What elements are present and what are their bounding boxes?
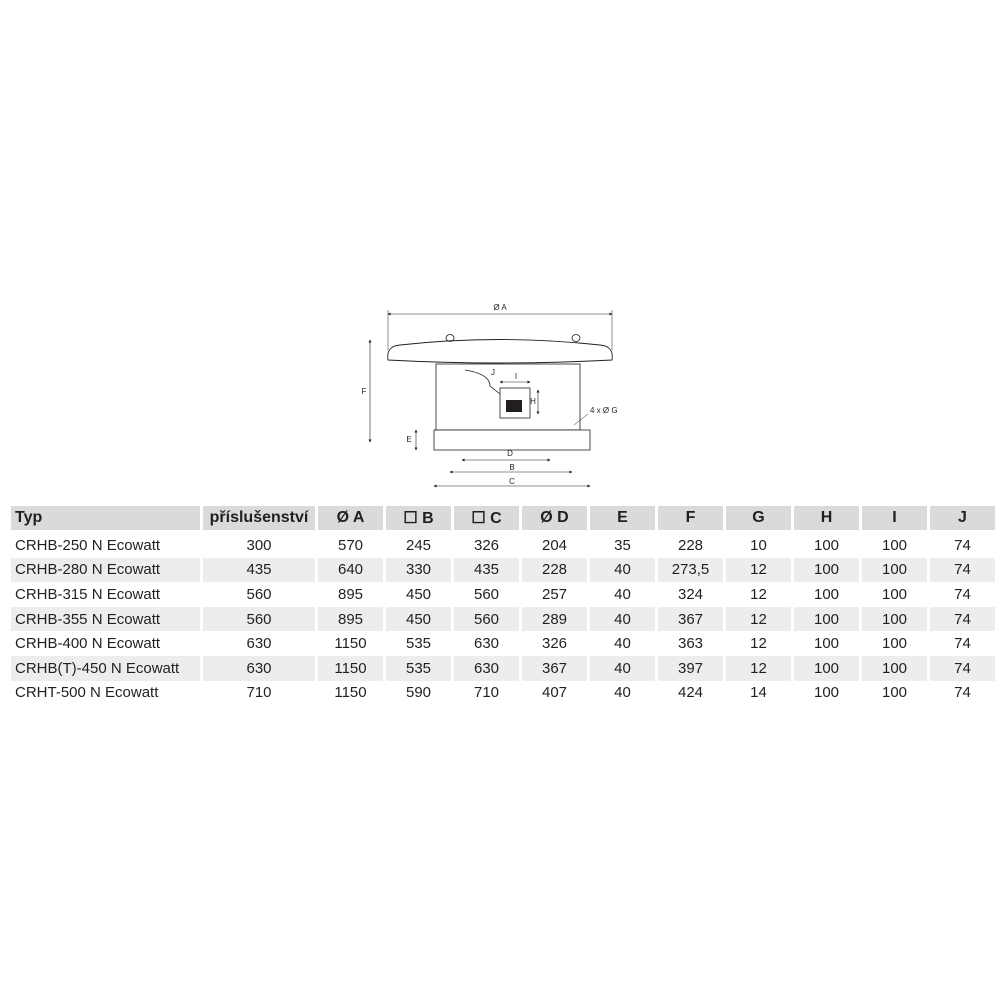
cell-value: 245	[405, 536, 432, 554]
header-h: H	[794, 506, 859, 533]
cell-value: 450	[386, 607, 451, 632]
lifting-eye-right	[572, 335, 580, 342]
table-row	[11, 607, 995, 632]
cell-value: 100	[862, 607, 927, 632]
cell-value: 535	[386, 656, 451, 681]
fan-hood	[388, 340, 613, 364]
cell-value: 40	[614, 585, 631, 603]
cell-value: 74	[930, 607, 995, 632]
cell-value: 330	[386, 558, 451, 583]
dim-label-d: D	[507, 449, 513, 458]
cell-value: 326	[473, 536, 500, 554]
cell-value: 100	[813, 585, 840, 603]
cell-value: 450	[405, 585, 432, 603]
cell-value: 570	[337, 536, 364, 554]
cell-value: 407	[541, 684, 568, 702]
cell-value: 289	[522, 607, 587, 632]
cell-value: 40	[614, 635, 631, 653]
cell-value: 273,5	[658, 558, 723, 583]
cell-type: CRHB-400 N Ecowatt	[15, 635, 161, 653]
header-f: F	[658, 506, 723, 533]
cell-value: 560	[454, 607, 519, 632]
cell-value: 363	[677, 635, 704, 653]
cell-type: CRHB-250 N Ecowatt	[15, 536, 161, 554]
cell-value: 710	[246, 684, 272, 702]
cell-type: CRHB-355 N Ecowatt	[11, 607, 200, 632]
cell-value: 100	[794, 558, 859, 583]
cell-value: 100	[881, 684, 908, 702]
cell-value: 895	[337, 585, 364, 603]
cell-value: 560	[246, 585, 272, 603]
cell-value: 100	[881, 536, 908, 554]
cell-value: 12	[726, 607, 791, 632]
cell-value: 324	[677, 585, 704, 603]
cell-value: 590	[405, 684, 432, 702]
cell-value: 40	[614, 684, 631, 702]
cell-value: 435	[203, 558, 315, 583]
cell-value: 630	[473, 635, 500, 653]
cell-value: 1150	[334, 635, 367, 653]
fan-drawing-svg	[350, 290, 650, 495]
cell-value: 630	[454, 656, 519, 681]
header-a: Ø A	[318, 506, 383, 533]
table-row	[11, 533, 995, 558]
cell-value: 100	[881, 635, 908, 653]
cell-type: CRHB-315 N Ecowatt	[15, 585, 161, 603]
cell-value: 12	[726, 656, 791, 681]
cell-value: 100	[881, 585, 908, 603]
cell-value: 12	[750, 585, 767, 603]
cell-value: 630	[246, 635, 272, 653]
cell-value: 424	[677, 684, 704, 702]
cell-value: 560	[473, 585, 500, 603]
header-d: Ø D	[522, 506, 587, 533]
cell-value: 100	[813, 684, 840, 702]
cell-value: 40	[590, 607, 655, 632]
cell-type: CRHT-500 N Ecowatt	[15, 684, 159, 702]
cell-value: 535	[405, 635, 432, 653]
cell-value: 367	[522, 656, 587, 681]
cell-value: 710	[473, 684, 500, 702]
cell-value: 100	[813, 536, 840, 554]
header-typ: Typ	[11, 506, 200, 533]
cell-value: 640	[318, 558, 383, 583]
dim-label-c: C	[509, 477, 515, 486]
cell-value: 100	[794, 607, 859, 632]
cell-value: 35	[614, 536, 631, 554]
dimension-table	[8, 506, 998, 705]
cell-value: 895	[318, 607, 383, 632]
cell-value: 100	[813, 635, 840, 653]
table-row	[11, 631, 995, 656]
dim-label-b: B	[509, 463, 515, 472]
cell-value: 74	[954, 684, 971, 702]
table-row	[11, 558, 995, 583]
dim-label-i: I	[514, 372, 518, 381]
cell-value: 560	[203, 607, 315, 632]
cell-value: 74	[930, 656, 995, 681]
cell-type: CRHB(T)-450 N Ecowatt	[11, 656, 200, 681]
header-c: ☐ C	[454, 506, 519, 533]
cell-value: 74	[930, 558, 995, 583]
cell-value: 1150	[318, 656, 383, 681]
dim-label-g: 4 x Ø G	[590, 406, 618, 415]
dim-label-a: Ø A	[493, 303, 507, 312]
cell-value: 40	[590, 656, 655, 681]
cell-value: 100	[794, 656, 859, 681]
table-row	[11, 656, 995, 681]
fan-dimension-drawing	[350, 290, 650, 495]
table-body	[11, 533, 995, 705]
header-b: ☐ B	[386, 506, 451, 533]
header-j: J	[930, 506, 995, 533]
cell-value: 100	[862, 656, 927, 681]
dim-label-h: H	[530, 397, 536, 406]
cell-value: 435	[454, 558, 519, 583]
cell-value: 204	[541, 536, 568, 554]
cell-value: 74	[954, 536, 971, 554]
dim-label-j: J	[491, 368, 495, 377]
cell-value: 326	[541, 635, 568, 653]
header-prislusenstvi: příslušenství	[203, 506, 315, 533]
cell-value: 228	[677, 536, 704, 554]
table-header-row	[11, 506, 995, 533]
table-row	[11, 681, 995, 706]
cell-value: 100	[862, 558, 927, 583]
cell-value: 630	[203, 656, 315, 681]
cell-value: 14	[750, 684, 767, 702]
table-row	[11, 582, 995, 607]
cell-value: 74	[954, 635, 971, 653]
header-e: E	[590, 506, 655, 533]
base-plate	[434, 430, 590, 450]
cell-value: 300	[246, 536, 272, 554]
cell-value: 397	[658, 656, 723, 681]
header-i: I	[862, 506, 927, 533]
cell-type: CRHB-280 N Ecowatt	[11, 558, 200, 583]
dim-label-f: F	[361, 387, 367, 396]
cell-value: 40	[590, 558, 655, 583]
cell-value: 12	[726, 558, 791, 583]
dim-label-e: E	[406, 435, 412, 444]
cell-value: 228	[522, 558, 587, 583]
cell-value: 10	[750, 536, 767, 554]
cell-value: 257	[541, 585, 568, 603]
cell-value: 74	[954, 585, 971, 603]
cell-value: 1150	[334, 684, 367, 702]
terminal-box-inner	[506, 400, 522, 412]
cell-value: 367	[658, 607, 723, 632]
header-g: G	[726, 506, 791, 533]
cell-value: 12	[750, 635, 767, 653]
